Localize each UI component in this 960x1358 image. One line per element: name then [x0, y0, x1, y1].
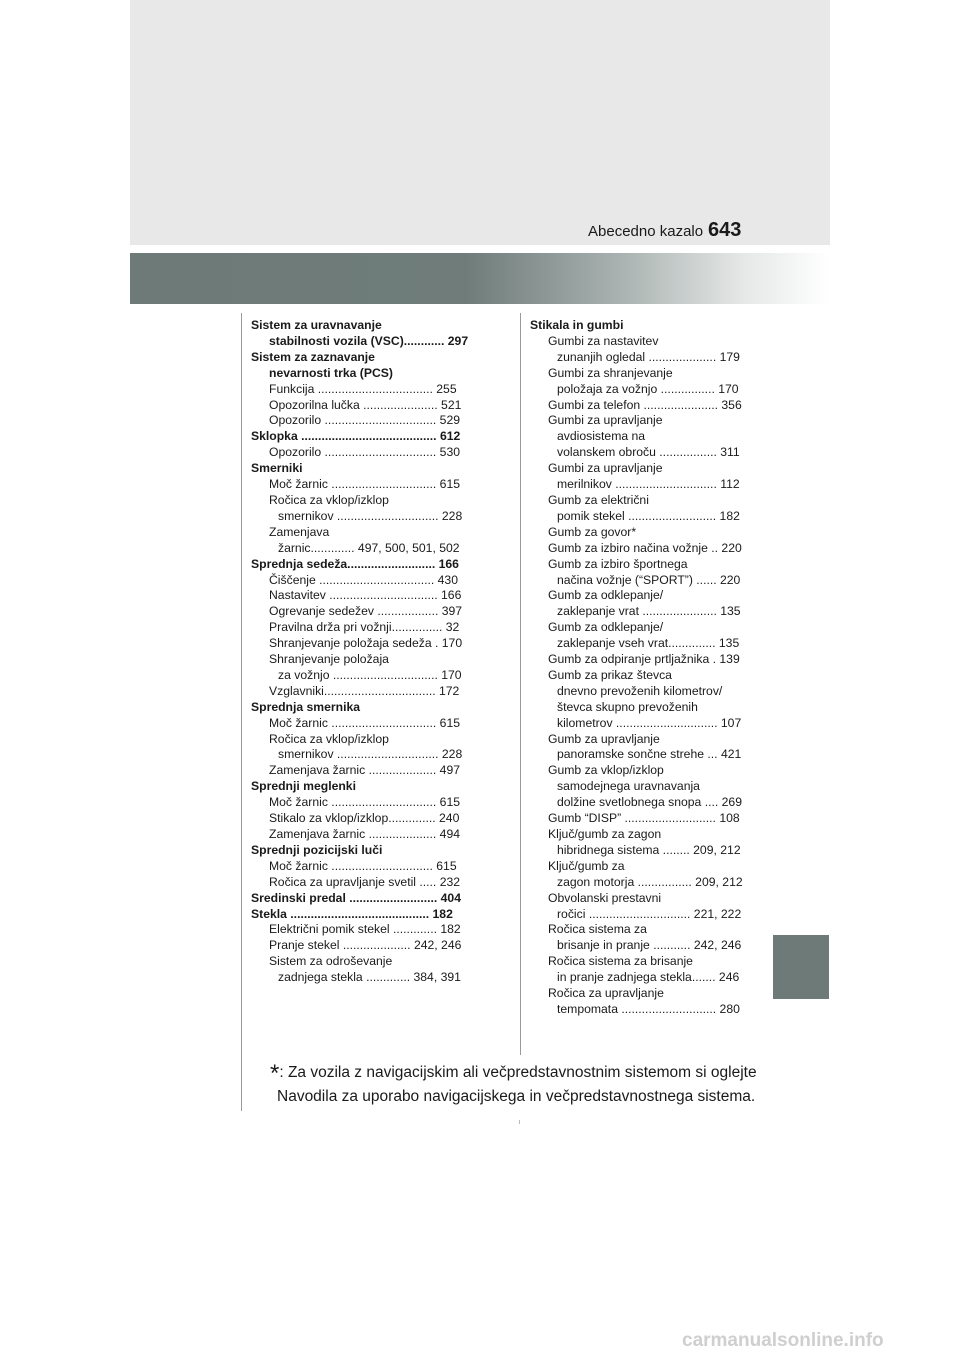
index-entry: Stikala in gumbi	[530, 318, 624, 332]
index-entry: Gumb za odklepanje/	[548, 588, 664, 603]
header-band	[130, 0, 830, 245]
index-entry: Opozorilo ................................. 530	[269, 445, 461, 460]
index-entry: Ogrevanje sedežev .................. 397	[269, 604, 463, 619]
index-entry: Čiščenje .................................. 430	[269, 572, 458, 587]
index-entry: Gumb za izbiro načina vožnje .. 220	[548, 540, 742, 555]
index-entry: Gumb za upravljanje	[548, 731, 660, 746]
index-entry: kilometrov .............................. 107	[557, 715, 742, 730]
index-entry: Sklopka ........................................ 612	[251, 429, 461, 444]
index-entry: stabilnosti vozila (VSC)............ 297	[269, 333, 469, 348]
index-entry: volanskem obroču ................. 311	[557, 445, 740, 460]
index-entry: Ročica za vklop/izklop	[269, 492, 389, 507]
index-entry: in pranje zadnjega stekla....... 246	[557, 970, 740, 985]
footnote-line-1	[270, 1061, 760, 1085]
footnote-asterisk: *	[270, 1060, 280, 1087]
index-entry: Gumb za prikaz števca	[548, 667, 672, 682]
index-entry: zaklepanje vrat ...................... 135	[557, 604, 741, 619]
index-entry: Sprednja sedeža.......................... 166	[251, 556, 459, 571]
index-entry: Sprednji pozicijski luči	[251, 842, 383, 857]
index-entry: Električni pomik stekel ............. 182	[269, 922, 461, 937]
index-entry: Shranjevanje položaja sedeža . 170	[269, 636, 463, 651]
index-entry: smernikov .............................. 228	[278, 747, 463, 762]
index-entry: Gumbi za shranjevanje	[548, 365, 673, 380]
index-entry: Moč žarnic .............................. 615	[269, 858, 457, 873]
index-entry: zunanjih ogledal .................... 179	[557, 349, 740, 364]
header-gradient-bar	[130, 253, 830, 304]
index-entry: avdiosistema na	[557, 429, 646, 444]
index-entry: Sistem za uravnavanje	[251, 318, 382, 332]
index-entry: Ročica za upravljanje	[548, 986, 664, 1001]
index-entry: Pravilna drža pri vožnji............... 32	[269, 620, 460, 635]
index-entry: Ročica sistema za brisanje	[548, 954, 693, 969]
index-entry: Gumbi za nastavitev	[548, 333, 659, 348]
index-entry: ročici .............................. 221, 222	[557, 906, 742, 921]
column-divider-rule	[520, 313, 521, 1055]
index-entry: Stekla ......................................... 182	[251, 906, 453, 921]
index-entry: Zamenjava žarnic .................... 497	[269, 763, 461, 778]
index-thumb-tab	[773, 935, 829, 999]
index-entry: Nastavitev ................................ 166	[269, 588, 462, 603]
index-entry: hibridnega sistema ........ 209, 212	[557, 842, 741, 857]
index-entry: Moč žarnic ............................... 615	[269, 477, 460, 492]
index-entry: Obvolanski prestavni	[548, 890, 662, 905]
index-entry: Ročica sistema za	[548, 922, 647, 937]
index-entry: zaklepanje vseh vrat.............. 135	[557, 636, 740, 651]
index-entry: žarnic............. 497, 500, 501, 502	[278, 540, 460, 555]
index-entry: Ročica za vklop/izklop	[269, 731, 389, 746]
index-entry: samodejnega uravnavanja	[557, 779, 700, 794]
index-entry: Smerniki	[251, 461, 303, 476]
page-number: 643	[708, 219, 742, 241]
index-entry: Opozorilna lučka ...................... 521	[269, 397, 462, 412]
index-entry: Pranje stekel .................... 242, 246	[269, 938, 462, 953]
footnote-line-2: Navodila za uporabo navigacijskega in večpredstavnostnega sistema.	[277, 1088, 756, 1105]
index-entry: za vožnjo ............................... 170	[278, 667, 462, 682]
index-entry: Gumb za govor*	[548, 524, 637, 539]
index-entry: Zamenjava	[269, 524, 330, 539]
index-entry: Gumb “DISP” ........................... 108	[548, 811, 740, 826]
index-entry: Opozorilo ................................. 529	[269, 413, 461, 428]
index-entry: Sredinski predal .......................... 404	[251, 890, 461, 905]
index-entry: Stikalo za vklop/izklop.............. 240	[269, 811, 460, 826]
index-entry: Gumbi za upravljanje	[548, 461, 663, 476]
index-entry: pomik stekel .......................... 182	[557, 508, 740, 523]
index-entry: Gumb za izbiro športnega	[548, 556, 688, 571]
footnote	[270, 1061, 760, 1108]
index-entry: Vzglavniki................................. 172	[269, 683, 460, 698]
index-entry: Sprednji meglenki	[251, 779, 356, 794]
index-entry: Shranjevanje položaja	[269, 652, 389, 667]
index-entry: Sprednja smernika	[251, 699, 361, 714]
index-entry: Moč žarnic ............................... 615	[269, 715, 460, 730]
center-tick-mark	[519, 1120, 520, 1124]
index-column-left	[251, 318, 481, 986]
index-entry: dnevno prevoženih kilometrov/	[557, 683, 723, 698]
index-entry: Gumbi za upravljanje	[548, 413, 663, 428]
left-column-rule	[241, 313, 242, 1111]
index-entry: smernikov .............................. 228	[278, 508, 463, 523]
index-entry: tempomata ............................ 280	[557, 1001, 740, 1016]
index-entry: načina vožnje (“SPORT”) ...... 220	[557, 572, 741, 587]
index-entry: števca skupno prevoženih	[557, 699, 698, 714]
index-entry: Sistem za odroševanje	[269, 954, 393, 969]
index-entry: merilnikov .............................. 112	[557, 477, 740, 492]
index-entry: Ročica za upravljanje svetil ..... 232	[269, 874, 461, 889]
index-entry: nevarnosti trka (PCS)	[269, 365, 393, 380]
index-entry: panoramske sončne strehe ... 421	[557, 747, 742, 762]
watermark: carmanualsonline.info	[682, 1330, 884, 1351]
section-title: Abecedno kazalo	[588, 223, 704, 240]
index-entry: Gumbi za telefon ...................... 356	[548, 397, 742, 412]
index-entry: Gumb za vklop/izklop	[548, 763, 664, 778]
index-entry: dolžine svetlobnega snopa .... 269	[557, 795, 742, 810]
index-entry: Sistem za zaznavanje	[251, 349, 375, 364]
footnote-text-1: : Za vozila z navigacijskim ali večpredstavnostnim sistemom si oglejte	[279, 1064, 757, 1081]
index-entry: Ključ/gumb za zagon	[548, 827, 662, 841]
index-entry: zagon motorja ................ 209, 212	[557, 874, 743, 889]
index-entry: Zamenjava žarnic .................... 494	[269, 827, 461, 841]
index-column-right	[530, 318, 760, 1018]
index-entry: brisanje in pranje ........... 242, 246	[557, 938, 742, 953]
index-entry: Gumb za odklepanje/	[548, 620, 664, 635]
index-entry: Gumb za odpiranje prtljažnika . 139	[548, 652, 740, 667]
index-entry: zadnjega stekla ............. 384, 391	[278, 970, 461, 985]
index-entry: Funkcija .................................. 255	[269, 381, 457, 396]
index-entry: Gumb za električni	[548, 492, 649, 507]
index-entry: Moč žarnic ............................... 615	[269, 795, 460, 810]
index-entry: položaja za vožnjo ................ 170	[557, 381, 739, 396]
index-entry: Ključ/gumb za	[548, 858, 625, 873]
